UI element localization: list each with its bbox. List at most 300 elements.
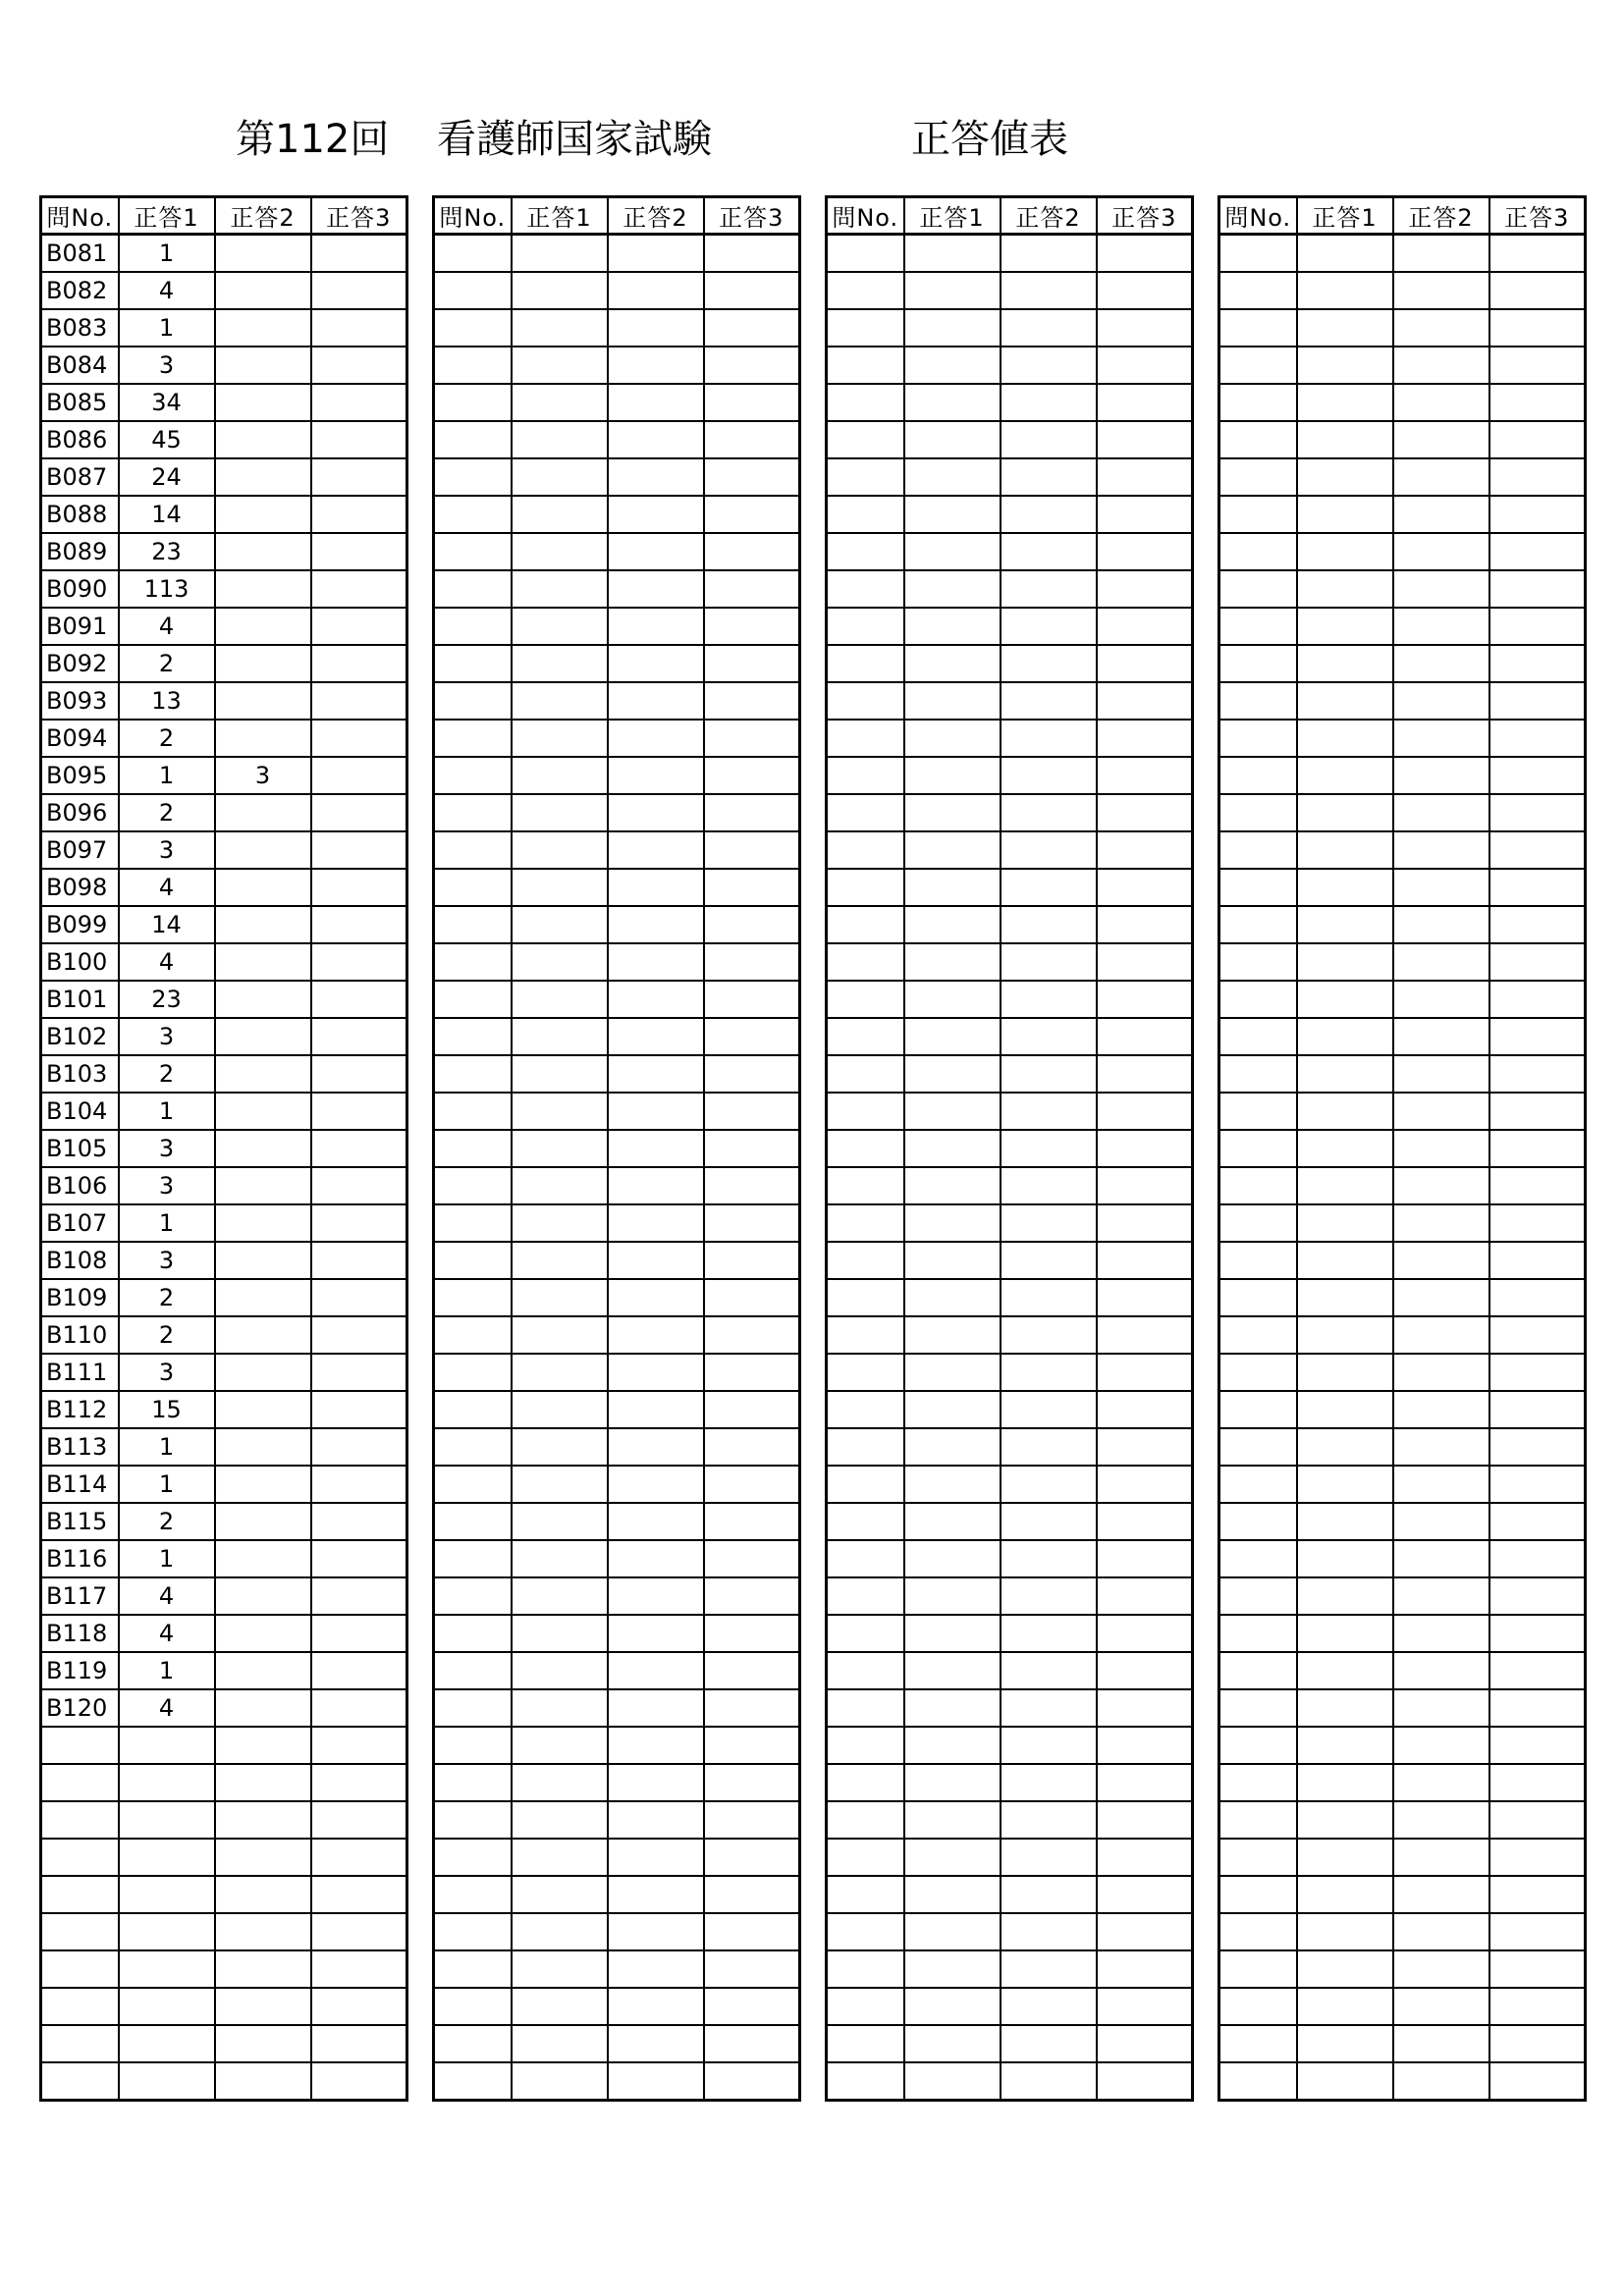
answer-2-cell (608, 1503, 704, 1540)
table-row (41, 347, 407, 384)
question-no-cell (827, 1130, 904, 1167)
answer-1-cell: 4 (119, 869, 215, 906)
answer-3-cell (1097, 1876, 1193, 1913)
answer-1-cell (904, 421, 1001, 458)
table-row (1219, 1839, 1586, 1876)
answer-3-cell (1489, 1167, 1586, 1204)
answer-3-cell (1489, 1130, 1586, 1167)
question-no-cell (1219, 1577, 1297, 1615)
answer-3-cell (311, 1466, 407, 1503)
question-no-cell: B093 (41, 682, 119, 720)
answer-3-cell (1489, 1018, 1586, 1055)
answer-2-cell (215, 794, 311, 831)
answer-3-cell (1097, 1279, 1193, 1316)
answer-3-cell (704, 1727, 800, 1764)
answer-2-cell (608, 943, 704, 981)
question-no-cell (434, 906, 512, 943)
question-no-cell: B099 (41, 906, 119, 943)
table-row (434, 458, 800, 496)
question-no-cell (1219, 682, 1297, 720)
question-no-cell (827, 1577, 904, 1615)
answer-2-cell (1393, 421, 1489, 458)
answer-2-cell (215, 496, 311, 533)
question-no-cell (827, 1503, 904, 1540)
answer-2-cell (1001, 1988, 1097, 2025)
answer-1-cell: 3 (119, 1354, 215, 1391)
question-no-cell: B112 (41, 1391, 119, 1428)
answer-1-cell (1297, 1279, 1393, 1316)
table-row (434, 1391, 800, 1428)
table-row (41, 943, 407, 981)
answer-2-cell (1001, 1727, 1097, 1764)
answer-1-cell (1297, 1391, 1393, 1428)
answer-1-cell: 24 (119, 458, 215, 496)
answer-3-cell (704, 421, 800, 458)
answer-2-cell (1001, 235, 1097, 273)
answer-2-cell (1001, 608, 1097, 645)
answer-1-cell: 3 (119, 1167, 215, 1204)
table-row (1219, 831, 1586, 869)
question-no-cell (41, 1801, 119, 1839)
answer-2-cell (215, 1615, 311, 1652)
answer-2-cell (1393, 906, 1489, 943)
answer-2-cell (1001, 1950, 1097, 1988)
answer-1-cell: 1 (119, 1466, 215, 1503)
question-no-cell (1219, 570, 1297, 608)
table-row (434, 235, 800, 273)
answer-3-cell (1489, 1950, 1586, 1988)
answer-1-cell (512, 1876, 608, 1913)
table-row (41, 1316, 407, 1354)
answer-1-cell (512, 1913, 608, 1950)
question-no-cell (434, 272, 512, 309)
table-header-row (1219, 197, 1586, 235)
answer-2-cell (215, 272, 311, 309)
question-no-cell (1219, 869, 1297, 906)
answer-3-cell (311, 496, 407, 533)
answer-3-cell (311, 1577, 407, 1615)
question-no-cell: B110 (41, 1316, 119, 1354)
answer-2-cell (215, 1055, 311, 1093)
answer-3-cell (704, 1577, 800, 1615)
answer-3-cell (1097, 682, 1193, 720)
table-row (827, 1316, 1193, 1354)
table-row (434, 421, 800, 458)
answer-1-cell (904, 458, 1001, 496)
answer-3-cell (1097, 608, 1193, 645)
answer-1-cell (1297, 1913, 1393, 1950)
answer-2-cell (1001, 1055, 1097, 1093)
answer-2-cell (608, 682, 704, 720)
answer-2-cell (1393, 794, 1489, 831)
table-row (827, 309, 1193, 347)
question-no-cell (827, 645, 904, 682)
answer-2-cell (1393, 1764, 1489, 1801)
table-row (434, 1801, 800, 1839)
answer-3-cell (1097, 794, 1193, 831)
answer-3-cell (1097, 831, 1193, 869)
header-question-no: 問No. (1219, 197, 1297, 235)
question-no-cell (434, 1988, 512, 2025)
answer-2-cell (215, 1316, 311, 1354)
answer-2-cell (215, 533, 311, 570)
table-row (1219, 1428, 1586, 1466)
answer-2-cell (215, 1130, 311, 1167)
table-row (827, 384, 1193, 421)
question-no-cell (827, 1801, 904, 1839)
table-row (434, 1689, 800, 1727)
table-row (41, 981, 407, 1018)
answer-2-cell (215, 1093, 311, 1130)
question-no-cell (827, 1167, 904, 1204)
answer-3-cell (1097, 272, 1193, 309)
table-row (827, 272, 1193, 309)
answer-1-cell (1297, 1055, 1393, 1093)
answer-1-cell: 3 (119, 347, 215, 384)
table-row (1219, 906, 1586, 943)
answer-1-cell (1297, 1764, 1393, 1801)
question-no-cell (434, 458, 512, 496)
question-no-cell (827, 794, 904, 831)
table-row (827, 794, 1193, 831)
question-no-cell (1219, 645, 1297, 682)
answer-1-cell (512, 1652, 608, 1689)
answer-1-cell: 1 (119, 757, 215, 794)
question-no-cell (434, 1204, 512, 1242)
question-no-cell: B100 (41, 943, 119, 981)
answer-3-cell (1097, 720, 1193, 757)
question-no-cell: B087 (41, 458, 119, 496)
answer-3-cell (1489, 1093, 1586, 1130)
answer-3-cell (704, 1167, 800, 1204)
answer-3-cell (1489, 2062, 1586, 2101)
answer-1-cell (1297, 1801, 1393, 1839)
table-row (41, 2062, 407, 2101)
answer-3-cell (1097, 1577, 1193, 1615)
answer-3-cell (1489, 570, 1586, 608)
question-no-cell: B106 (41, 1167, 119, 1204)
answer-3-cell (1489, 831, 1586, 869)
answer-2-cell (1001, 1428, 1097, 1466)
answer-2-cell (215, 1391, 311, 1428)
table-row (827, 1055, 1193, 1093)
answer-1-cell (1297, 1615, 1393, 1652)
question-no-cell (434, 1354, 512, 1391)
table-row (434, 720, 800, 757)
question-no-cell (434, 757, 512, 794)
answer-table-4 (1218, 195, 1587, 2102)
table-row (434, 1540, 800, 1577)
question-no-cell (1219, 2025, 1297, 2062)
answer-1-cell: 14 (119, 906, 215, 943)
answer-3-cell (311, 943, 407, 981)
table-row (827, 1466, 1193, 1503)
answer-3-cell (311, 645, 407, 682)
table-row (827, 347, 1193, 384)
question-no-cell (827, 1354, 904, 1391)
table-row (434, 608, 800, 645)
question-no-cell (434, 384, 512, 421)
answer-3-cell (704, 906, 800, 943)
answer-3-cell (311, 235, 407, 273)
answer-3-cell (704, 831, 800, 869)
question-no-cell (1219, 1839, 1297, 1876)
answer-1-cell (1297, 1876, 1393, 1913)
answer-2-cell (1393, 1130, 1489, 1167)
answer-1-cell (512, 1279, 608, 1316)
answer-2-cell (608, 794, 704, 831)
table-row (827, 682, 1193, 720)
table-row (434, 1503, 800, 1540)
answer-3-cell (1489, 1577, 1586, 1615)
answer-1-cell (1297, 682, 1393, 720)
answer-2-cell (215, 682, 311, 720)
table-row (41, 794, 407, 831)
table-row (1219, 458, 1586, 496)
question-no-cell (1219, 1689, 1297, 1727)
answer-3-cell (311, 757, 407, 794)
answer-3-cell (704, 2025, 800, 2062)
question-no-cell (434, 608, 512, 645)
question-no-cell (827, 347, 904, 384)
answer-1-cell (1297, 2062, 1393, 2101)
answer-1-cell: 23 (119, 533, 215, 570)
answer-1-cell (119, 1988, 215, 2025)
answer-3-cell (1489, 235, 1586, 273)
answer-1-cell (1297, 1577, 1393, 1615)
table-row (434, 1279, 800, 1316)
answer-1-cell (119, 1950, 215, 1988)
table-row (1219, 981, 1586, 1018)
question-no-cell (827, 1913, 904, 1950)
answer-3-cell (311, 458, 407, 496)
table-row (1219, 869, 1586, 906)
answer-2-cell (1393, 1503, 1489, 1540)
table-row (41, 1950, 407, 1988)
table-row (434, 1018, 800, 1055)
table-row (434, 1727, 800, 1764)
table-row (827, 1615, 1193, 1652)
question-no-cell (434, 1839, 512, 1876)
question-no-cell (434, 1130, 512, 1167)
table-row (1219, 1913, 1586, 1950)
answer-1-cell (904, 1466, 1001, 1503)
answer-1-cell (904, 1428, 1001, 1466)
answer-3-cell (1097, 645, 1193, 682)
answer-1-cell (1297, 1652, 1393, 1689)
question-no-cell (434, 1540, 512, 1577)
question-no-cell (434, 682, 512, 720)
answer-1-cell: 1 (119, 1540, 215, 1577)
answer-3-cell (1489, 981, 1586, 1018)
table-row (827, 1204, 1193, 1242)
answer-3-cell (1489, 1764, 1586, 1801)
answer-1-cell: 3 (119, 1018, 215, 1055)
answer-1-cell (1297, 869, 1393, 906)
answer-1-cell (512, 1167, 608, 1204)
question-no-cell (827, 272, 904, 309)
table-row (827, 1727, 1193, 1764)
question-no-cell (434, 2025, 512, 2062)
table-header-row (41, 197, 407, 235)
table-row (1219, 757, 1586, 794)
answer-2-cell (215, 943, 311, 981)
answer-2-cell (1001, 1503, 1097, 1540)
answer-3-cell (1489, 272, 1586, 309)
question-no-cell (434, 347, 512, 384)
answer-2-cell (215, 1913, 311, 1950)
answer-3-cell (311, 2025, 407, 2062)
answer-2-cell (1001, 570, 1097, 608)
answer-3-cell (311, 1615, 407, 1652)
answer-1-cell (512, 645, 608, 682)
answer-1-cell (904, 981, 1001, 1018)
table-row (1219, 2025, 1586, 2062)
answer-3-cell (311, 1204, 407, 1242)
answer-2-cell (1001, 682, 1097, 720)
answer-1-cell (512, 1055, 608, 1093)
answer-3-cell (1097, 235, 1193, 273)
question-no-cell (434, 1055, 512, 1093)
answer-2-cell (1001, 794, 1097, 831)
answer-1-cell (904, 1876, 1001, 1913)
table-row (827, 1279, 1193, 1316)
table-row (434, 943, 800, 981)
table-row (827, 235, 1193, 273)
question-no-cell (827, 608, 904, 645)
answer-1-cell (119, 1876, 215, 1913)
answer-1-cell (512, 1093, 608, 1130)
answer-2-cell (1393, 272, 1489, 309)
answer-3-cell (1489, 1204, 1586, 1242)
answer-1-cell (904, 869, 1001, 906)
answer-1-cell (1297, 384, 1393, 421)
question-no-cell (827, 235, 904, 273)
answer-3-cell (1097, 1354, 1193, 1391)
question-no-cell: B090 (41, 570, 119, 608)
answer-3-cell (1489, 794, 1586, 831)
table-row (434, 309, 800, 347)
answer-2-cell (1393, 533, 1489, 570)
question-no-cell (1219, 2062, 1297, 2101)
question-no-cell (827, 682, 904, 720)
question-no-cell (434, 943, 512, 981)
table-row (827, 458, 1193, 496)
answer-2-cell (1393, 1540, 1489, 1577)
answer-3-cell (1489, 309, 1586, 347)
answer-3-cell (311, 1093, 407, 1130)
answer-1-cell (1297, 981, 1393, 1018)
question-no-cell: B098 (41, 869, 119, 906)
answer-2-cell (1393, 1913, 1489, 1950)
question-no-cell (1219, 533, 1297, 570)
header-answer-2: 正答2 (1393, 197, 1489, 235)
question-no-cell (827, 1391, 904, 1428)
answer-3-cell (1097, 1988, 1193, 2025)
answer-1-cell (1297, 831, 1393, 869)
answer-3-cell (1489, 1279, 1586, 1316)
answer-2-cell (1393, 309, 1489, 347)
question-no-cell (827, 421, 904, 458)
question-no-cell (1219, 347, 1297, 384)
answer-1-cell: 4 (119, 1577, 215, 1615)
answer-1-cell (512, 1689, 608, 1727)
table-row (434, 1130, 800, 1167)
table-row (827, 720, 1193, 757)
answer-3-cell (704, 1354, 800, 1391)
question-no-cell: B113 (41, 1428, 119, 1466)
answer-1-cell (1297, 1540, 1393, 1577)
table-row (434, 869, 800, 906)
answer-3-cell (311, 1055, 407, 1093)
table-row (41, 1540, 407, 1577)
question-no-cell (41, 2025, 119, 2062)
answer-1-cell (1297, 757, 1393, 794)
answer-1-cell (904, 1689, 1001, 1727)
answer-3-cell (311, 347, 407, 384)
answer-3-cell (311, 1428, 407, 1466)
answer-2-cell (608, 1988, 704, 2025)
answer-2-cell (1393, 1428, 1489, 1466)
answer-3-cell (1097, 1801, 1193, 1839)
question-no-cell (1219, 1204, 1297, 1242)
answer-2-cell (1001, 943, 1097, 981)
answer-2-cell (215, 235, 311, 273)
answer-2-cell (1393, 1988, 1489, 2025)
answer-3-cell (704, 645, 800, 682)
answer-1-cell (1297, 1130, 1393, 1167)
question-no-cell (1219, 1503, 1297, 1540)
table-row (41, 1242, 407, 1279)
table-row (41, 1988, 407, 2025)
answer-3-cell (704, 496, 800, 533)
answer-1-cell: 3 (119, 1130, 215, 1167)
answer-3-cell (1489, 720, 1586, 757)
answer-3-cell (1097, 943, 1193, 981)
answer-3-cell (1097, 1391, 1193, 1428)
answer-2-cell (608, 1167, 704, 1204)
answer-1-cell (512, 608, 608, 645)
table-row (827, 533, 1193, 570)
answer-1-cell (904, 1391, 1001, 1428)
answer-1-cell (904, 1354, 1001, 1391)
table-row (1219, 794, 1586, 831)
table-row (1219, 496, 1586, 533)
answer-2-cell (1393, 2062, 1489, 2101)
answer-3-cell (704, 1950, 800, 1988)
answer-2-cell (1001, 1279, 1097, 1316)
question-no-cell (434, 235, 512, 273)
answer-2-cell (1001, 869, 1097, 906)
answer-1-cell (1297, 645, 1393, 682)
answer-1-cell: 23 (119, 981, 215, 1018)
table-row (41, 906, 407, 943)
question-no-cell (1219, 1876, 1297, 1913)
answer-1-cell (904, 1540, 1001, 1577)
answer-3-cell (1489, 1689, 1586, 1727)
answer-2-cell (215, 1018, 311, 1055)
answer-3-cell (311, 1354, 407, 1391)
answer-1-cell (904, 1764, 1001, 1801)
answer-1-cell: 3 (119, 831, 215, 869)
answer-1-cell (512, 235, 608, 273)
answer-2-cell (1393, 1167, 1489, 1204)
answer-2-cell (608, 720, 704, 757)
table-row (41, 570, 407, 608)
answer-1-cell (904, 943, 1001, 981)
table-row (41, 869, 407, 906)
question-no-cell (827, 1652, 904, 1689)
